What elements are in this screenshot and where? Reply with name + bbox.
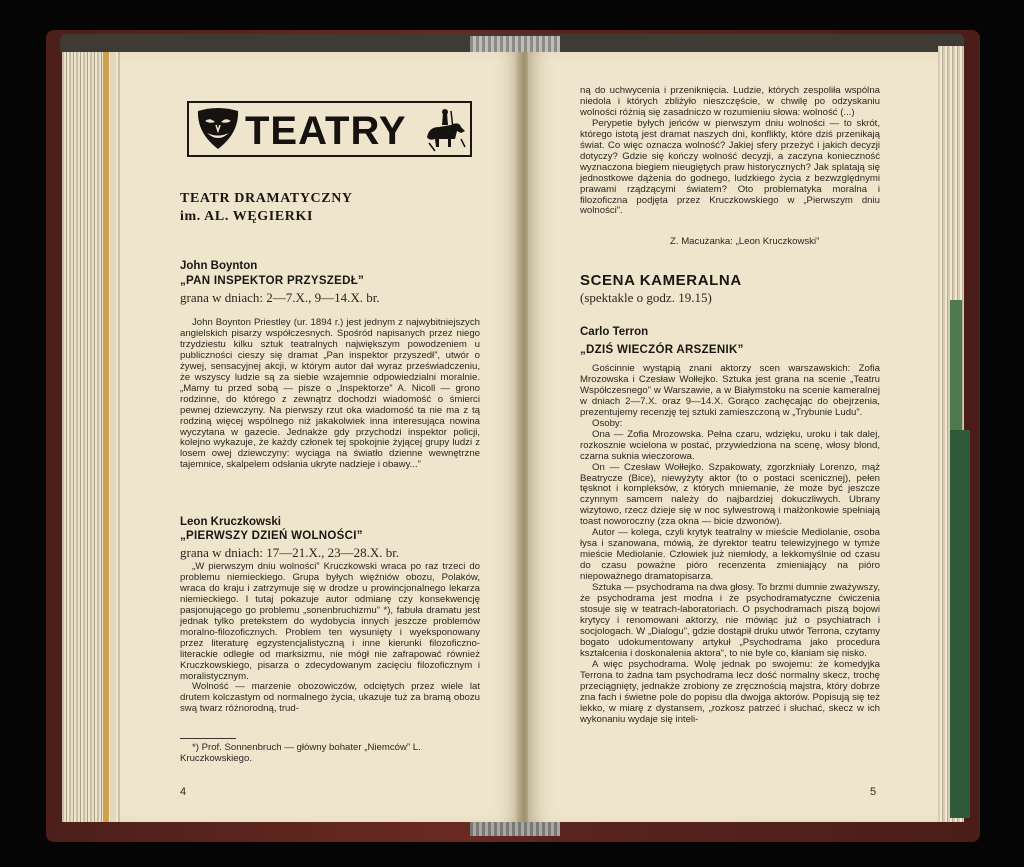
play2-paragraph-1: „W pierwszym dniu wolności” Kruczkowski wraca po raz trzeci do problemu niemieckiego. Grupa byłych więźniów obozu, Polaków, wraca do kraju i zatrzymuje się w drodze u prowincjonalnego lekarza niemieckiego. I tutaj pokazuje autor odmianę czy konsekwencję pasjonującego go problemu „sonenbruchizmu” *), fabuła dramatu jest jednak tylko pretekstem do wydobycia innych jeszcze problemów moralno-filozoficznych. Problem ten wysunięty i wyeksponowany przez literaturę egzystencjalistyczną i inne kierunki filozoficzno-literackie odległe od marksizmu, nie mógł nie zafrapować również Kruczkowskiego, pisarza o zdecydowanym zacięciu filozoficznym i moralistycznym.: [180, 561, 480, 682]
footnote-rule: [180, 738, 236, 739]
left-page: [120, 52, 520, 822]
scene-heading: SCENA KAMERALNA: [580, 272, 742, 289]
footnote-text: *) Prof. Sonnenbruch — główny bohater „Niemców” L. Kruczkowskiego.: [180, 742, 421, 764]
play1-dates: grana w dniach: 2—7.X., 9—14.X. br.: [180, 290, 380, 305]
play2-title: „PIERWSZY DZIEŃ WOLNOŚCI”: [180, 530, 363, 542]
play3-paragraph: A więc psychodrama. Wolę jednak po swojemu: że komedyjka Terrona to żadna tam psychodrama lecz dość normalny skecz, trochę przeciągnięty, jednakże zrobiony ze zręcznością majstra, który dobrze zna fach i świetne pole do popisu dla dwojga aktorów. Popisują się też lekko, w miarę z dystansem, „rozkosz patrzeć i słuchać, skecz w ich wykonaniu wydaje się inteli-: [580, 658, 880, 725]
theatre-name-line1: TEATR DRAMATYCZNY: [180, 191, 353, 206]
theatre-mask-icon: [195, 107, 241, 151]
play1-title: „PAN INSPEKTOR PRZYSZEDŁ”: [180, 275, 365, 287]
page-number-left: 4: [180, 786, 187, 798]
page-edge-yellow-strip: [103, 52, 109, 822]
play1-author: John Boynton: [180, 260, 258, 272]
continued-paragraph-2: Perypetie byłych jeńców w pierwszym dniu wolności — to skrót, którego istotą jest dramat naszych dni, konflikty, które dziś przenikają świat. Co więc oznacza wolność? Jakiej sfery przeżyć i jakich decyzji dotyczy? Gdzie się kończy wolność decyzji, a zaczyna konieczność wyznaczona biegiem nieugiętych praw historycznych? Jak splatają się jednostkowe dążenia do godnego, ludzkiego życia z bezwzględnymi prawami rządzącymi światem? Oto problematyka moralna i filozoficzna podjęta przez Kruczkowskiego w „Pierwszym dniu wolności”.: [580, 117, 880, 217]
play3-review: [580, 364, 880, 725]
play3-author: Carlo Terron: [580, 326, 649, 338]
page-edge-green: [950, 430, 970, 818]
play3-paragraph: On — Czesław Wołłejko. Szpakowaty, zgorzkniały Lorenzo, mąż Beatrycze (Bice), niewyżyty aktor (to o postaci scenicznej), pełen tęsknot i kompleksów, z których mniemanie, że może być jeszcze czynnym samcem należy do najbardziej dokuczliwych. Ubrany wizytowo, rzecz dzieje się w noc sylwestrową i małżonkowie spełniają toast noworoczny (zza okna — bicie dzwonów).: [580, 461, 880, 528]
play3-paragraph: Sztuka — psychodrama na dwa głosy. To brzmi dumnie zważywszy, że psychodrama jest modna i że psychodramatyczne ćwiczenia stosuje się w teatrach-laboratoriach. O psychodramach piszą bojowi krytycy i renomowani aktorzy, nie mówiąc już o psychiatrach i socjologach. W „Dialogu”, gdzie dostąpił druku utwór Terrona, czytamy bogato udokumentowany artykuł „Psychodrama jako procedura kształcenia i doskonalenia aktora”, to nie byle co, kłaniam się nisko.: [580, 582, 880, 659]
play3-title: „DZIŚ WIECZÓR ARSZENIK”: [580, 344, 744, 356]
page-edge-light-strip: [110, 52, 116, 822]
play3-paragraph: Osoby:: [592, 417, 623, 429]
knight-on-horse-icon: [421, 107, 469, 153]
continued-text: [580, 86, 880, 217]
play3-paragraph: Autor — kolega, czyli krytyk teatralny w mieście Mediolanie, osoba łysa i szanowana, mówią, że dyrektor teatru telewizyjnego w tymże mieście Mediolanie. Człowiek już niemłody, a lekkomyślnie od czasu do czasu poważne pióro recenzenta zmieniający na pióro niepoważnego dramatopisarza.: [580, 527, 880, 583]
play2-dates: grana w dniach: 17—21.X., 23—28.X. br.: [180, 545, 400, 560]
footnote: [180, 742, 480, 764]
banner-title: TEATRY: [245, 109, 407, 153]
page-edge-green-light: [950, 300, 962, 430]
theatre-name-line2: im. AL. WĘGIERKI: [180, 209, 314, 224]
play3-paragraph: Ona — Zofia Mrozowska. Pełna czaru, wdzięku, uroku i tak dalej, rozkosznie wcielona w postać, przywiedziona na scenę, włosy blond, czarna suknia wieczorowa.: [580, 428, 880, 462]
page-number-right: 5: [870, 786, 877, 798]
play3-paragraph: Gościnnie wystąpią znani aktorzy scen warszawskich: Zofia Mrozowska i Czesław Wołłejko. Sztuka jest grana na scenie „Teatru Współczesnego” w Warszawie, a w Białymstoku na scenie kameralnej w dniach 2—7.X. oraz 9—14.X. Gorąco zachęcając do obejrzenia, prezentujemy recenzję tej sztuki zamieszczoną w „Trybunie Ludu”.: [580, 363, 880, 418]
play2-description: [180, 562, 480, 715]
bookmark-ribbon-bottom: [470, 822, 560, 836]
play2-paragraph-2: Wolność — marzenie obozowiczów, odciętych przez wiele lat drutem kolczastym od normalnego życia, ukazuje tuż za bramą obozu swą twarz różnorodną, trud-: [180, 681, 480, 715]
quote-signature: Z. Macużanka: „Leon Kruczkowski”: [670, 236, 820, 247]
right-page: [528, 52, 938, 822]
scene-subheading: (spektakle o godz. 19.15): [580, 290, 712, 305]
continued-paragraph-1: ną do uchwycenia i przeniknięcia. Ludzie, których zespoliła wspólna niedola i których zbliżyło nieszczęście, w chwilę po odzyskaniu wolności różnią się zasadniczo w rozumieniu słowa: wolność (...): [580, 85, 880, 118]
play2-author: Leon Kruczkowski: [180, 516, 281, 528]
play1-description: [180, 318, 480, 471]
theatre-banner: [187, 101, 472, 157]
play1-paragraph: John Boynton Priestley (ur. 1894 r.) jest jednym z najwybitniejszych angielskich pisarzy współczesnych. Spośród napisanych przez niego trzydziestu kilku sztuk teatralnych największym powodzeniem u publiczności cieszy się dramat „Pan inspektor przyszedł”, utwór o żywej, sensacyjnej akcji, w którym autor dał wyraz przeświadczeniu, że wszyscy ludzie są za siebie wzajemnie odpowiedzialni moralnie. „Mamy tu przed sobą — pisze o „Inspektorze” A. Nicoll — grono rodzinne, do którego z zewnątrz dochodzi wiadomość o śmierci pewnej dziewczyny. Na pierwszy rzut oka wiadomość ta nie ma z tą rodziną więcej wspólnego niż jakakolwiek inna interesująca nowina wyczytana w gazecie. Jednakże gdy przychodzi inspektor policji, kolejno wykazuje, że każdy członek tej spokojnie żyjącej grupy ludzi z losem owej dziewczyny: wyciąga na światło dzienne wewnętrzne tajemnice, skalpelem odsłania ukryte nadzieje i obawy...”: [180, 317, 480, 471]
theatre-name: [180, 190, 353, 226]
